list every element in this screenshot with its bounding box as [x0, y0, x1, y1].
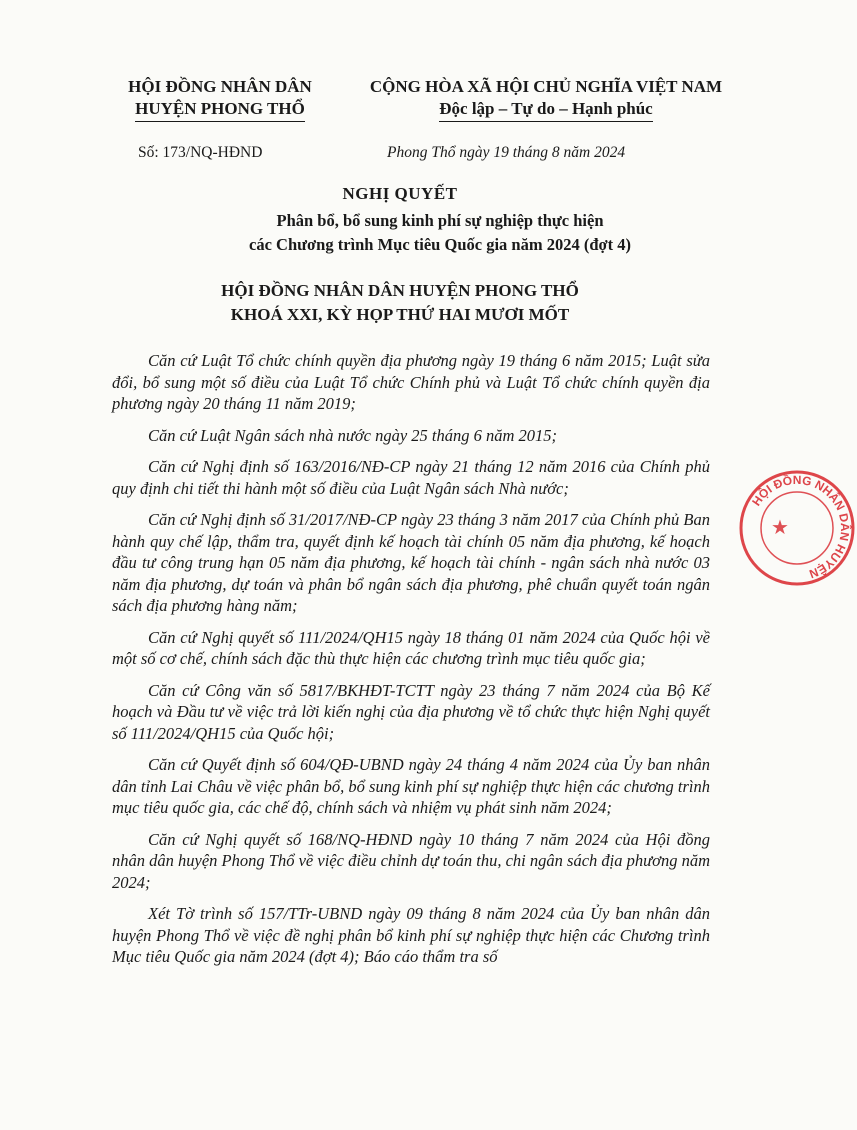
- council-heading: [0, 279, 800, 327]
- org-line-1: HỘI ĐỒNG NHÂN DÂN: [128, 77, 312, 96]
- document-number: Số: 173/NQ-HĐND: [138, 144, 263, 161]
- document-subject: [230, 209, 650, 257]
- org-line-2: HUYỆN PHONG THỔ: [135, 98, 305, 122]
- paragraph: Căn cứ Công văn số 5817/BKHĐT-TCTT ngày 23 tháng 7 năm 2024 của Bộ Kế hoạch và Đầu tư về việc trả lời kiến nghị của địa phương về tổ chức thực hiện Nghị quyết số 111/2024/QH15 của Quốc hội;: [112, 680, 710, 743]
- council-line-1: HỘI ĐỒNG NHÂN DÂN HUYỆN PHONG THỔ: [221, 281, 579, 300]
- paragraph: Căn cứ Luật Ngân sách nhà nước ngày 25 tháng 6 năm 2015;: [148, 425, 558, 445]
- issuing-organization: [100, 76, 340, 122]
- star-icon: ★: [771, 517, 789, 539]
- nation-line-2: Độc lập – Tự do – Hạnh phúc: [439, 98, 652, 122]
- paragraph: Căn cứ Luật Tổ chức chính quyền địa phương ngày 19 tháng 6 năm 2015; Luật sửa đổi, bổ sung một số điều của Luật Tổ chức Chính phủ và Luật Tổ chức chính quyền địa phương ngày 20 tháng 11 năm 2019;: [112, 351, 710, 413]
- document-body: [112, 350, 710, 978]
- place-and-date: Phong Thổ ngày 19 tháng 8 năm 2024: [387, 144, 626, 161]
- paragraph: Căn cứ Nghị quyết số 168/NQ-HĐND ngày 10 tháng 7 năm 2024 của Hội đồng nhân dân huyện Phong Thổ về việc điều chỉnh dự toán thu, chi ngân sách địa phương năm 2024;: [112, 829, 710, 892]
- paragraph: Xét Tờ trình số 157/TTr-UBND ngày 09 tháng 8 năm 2024 của Ủy ban nhân dân huyện Phong Thổ về việc đề nghị phân bổ kinh phí sự nghiệp thực hiện các Chương trình Mục tiêu Quốc gia năm 2024 (đợt 4); Báo cáo thẩm tra số: [112, 904, 710, 966]
- national-motto: [336, 76, 756, 122]
- document-type: NGHỊ QUYẾT: [342, 184, 458, 203]
- seal-outer-ring: [741, 472, 853, 584]
- subject-line-2: các Chương trình Mục tiêu Quốc gia năm 2024 (đợt 4): [249, 235, 631, 254]
- paragraph: Căn cứ Nghị định số 163/2016/NĐ-CP ngày 21 tháng 12 năm 2016 của Chính phủ quy định chi tiết thi hành một số điều của Luật Ngân sách Nhà nước;: [112, 457, 710, 498]
- official-seal: [737, 468, 857, 588]
- paragraph: Căn cứ Quyết định số 604/QĐ-UBND ngày 24 tháng 4 năm 2024 của Ủy ban nhân dân tỉnh Lai Châu về việc phân bổ, bổ sung kinh phí sự nghiệp thực hiện các chương trình mục tiêu quốc gia, các chế độ, chính sách và nhiệm vụ phát sinh năm 2024;: [112, 755, 710, 817]
- nation-line-1: CỘNG HÒA XÃ HỘI CHỦ NGHĨA VIỆT NAM: [369, 77, 723, 96]
- paragraph: Căn cứ Nghị quyết số 111/2024/QH15 ngày 18 tháng 01 năm 2024 của Quốc hội về một số cơ chế, chính sách đặc thù thực hiện các chương trình mục tiêu quốc gia;: [112, 627, 710, 668]
- subject-line-1: Phân bổ, bổ sung kinh phí sự nghiệp thực hiện: [276, 211, 604, 230]
- paragraph: Căn cứ Nghị định số 31/2017/NĐ-CP ngày 23 tháng 3 năm 2017 của Chính phủ Ban hành quy chế lập, thẩm tra, quyết định kế hoạch tài chính 05 năm địa phương, kế hoạch đầu tư công trung hạn 05 năm địa phương, kế hoạch tài chính - ngân sách nhà nước 03 năm địa phương, dự toán và phân bổ ngân sách địa phương, phê chuẩn quyết toán ngân sách địa phương hàng năm;: [112, 510, 710, 615]
- council-line-2: KHOÁ XXI, KỲ HỌP THỨ HAI MƯƠI MỐT: [230, 305, 570, 324]
- seal-text-path: HỘI ĐỒNG NHÂN DÂN HUYỆN: [749, 472, 853, 582]
